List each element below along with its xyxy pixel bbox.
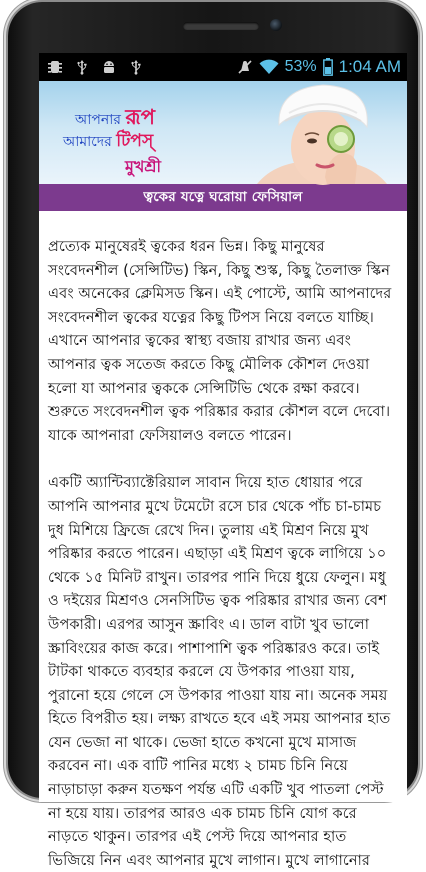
- banner-line1-text: আপনার: [75, 112, 126, 128]
- article-paragraph: প্রত্যেক মানুষেরই ত্বকের ধরন ভিন্ন। কিছু মানুষের সংবেদনশীল (সেন্সিটিভ) স্কিন, কিছু শুস্ক, কিছু তৈলাক্ত স্কিন এবং অনেকের ক্লেমিসড স্কিন। এই পোস্টে, আমি আপনাদের সংবেদনশীল ত্বকের যত্নের কিছু টিপস নিয়ে বলতে যাচ্ছি। এখানে আপনার ত্বকের স্বাস্থ্য বজায় রাখার জন্য এবং আপনার ত্বক সতেজ করতে কিছু মৌলিক কৌশল দেওয়া হলো যা আপনার ত্বককে সেন্সিটিভি থেকে রক্ষা করবে। শুরুতে সংবেদনশীল ত্বক পরিষ্কার করার কৌশল বলে দেবো। যাকে আপনারা ফেসিয়ালও বলতে পারেন।: [48, 238, 392, 444]
- bug-icon: [47, 59, 63, 75]
- system-icons: [237, 57, 401, 77]
- phone-frame: [8, 2, 418, 869]
- usb-icon: [74, 59, 90, 75]
- earpiece-speaker: [183, 22, 259, 30]
- battery-icon: [323, 58, 333, 76]
- banner-line2-text: আমাদের: [63, 134, 117, 150]
- wifi-icon: [259, 59, 279, 75]
- brand-logo: মুখশ্রী: [125, 157, 162, 176]
- status-bar: [39, 53, 407, 81]
- article-body[interactable]: [39, 211, 407, 872]
- clock: [339, 57, 401, 77]
- article-title-bar: [39, 184, 407, 211]
- banner-line2-accent: টিপস্: [116, 131, 154, 151]
- notification-icons: [47, 59, 237, 75]
- clock-time: 1:04: [338, 57, 372, 76]
- banner-tagline-2: [63, 128, 153, 156]
- screen: [39, 53, 407, 869]
- woman-with-towel-image: [237, 81, 407, 184]
- android-icon: [101, 59, 117, 75]
- front-camera: [270, 19, 282, 31]
- article-title: ত্বকের যত্নে ঘরোয়া ফেসিয়াল: [143, 189, 303, 205]
- mute-icon: [237, 59, 253, 75]
- usb-debug-icon: [128, 59, 144, 75]
- app-banner: [39, 81, 407, 184]
- battery-percent: 53%: [284, 58, 317, 75]
- clock-ampm: AM: [375, 57, 401, 76]
- article-paragraph: একটি অ্যান্টিব্যাক্টেরিয়াল সাবান দিয়ে হাত ধোয়ার পরে আপনি আপনার মুখে টমেটো রসে চার থেকে পাঁচ চা-চামচ দুধ মিশিয়ে ফ্রিজে রেখে দিন। তুলায় এই মিশ্রণ নিয়ে মুখ পরিষ্কার করতে পারেন। এছাড়া এই মিশ্রণ ত্বকে লাগিয়ে ১০ থেকে ১৫ মিনিট রাখুন। তারপর পানি দিয়ে ধুয়ে ফেলুন। মধু ও দইয়ের মিশ্রণও সেনসিটিভ ত্বক পরিষ্কার রাখার জন্য বেশ উপকারী। এরপর আসুন স্ক্রাবিং এ। ডাল বাটা খুব ভালো স্ক্রাবিংয়ের কাজ করে। পাশাপাশি ত্বক পরিষ্কারও করে। তাই টাটকা থাকতে ব্যবহার করলে যে উপকার পাওয়া যায়, পুরানো হয়ে গেলে সে উপকার পাওয়া যায় না। অনেক সময় হিতে বিপরীত হয়। লক্ষ্য রাখতে হবে এই সময় আপনার হাত যেন ভেজা না থাকে। ভেজা হাতে কখনো মুখে মাসাজ করবেন না। এক বাটি পানির মধ্যে ২ চামচ চিনি নিয়ে নাড়াচাড়া করুন যতক্ষণ পর্যন্ত এটি একটি খুব পাতলা পেস্ট না হয়ে যায়। তারপর আরও এক চামচ চিনি যোগ করে নাড়তে থাকুন। তারপর এই পেস্ট দিয়ে আপনার হাত ভিজিয়ে নিন এবং আপনার মুখে লাগান। মুখে লাগানোর: [48, 474, 391, 869]
- banner-line1-accent: রূপ: [125, 104, 155, 129]
